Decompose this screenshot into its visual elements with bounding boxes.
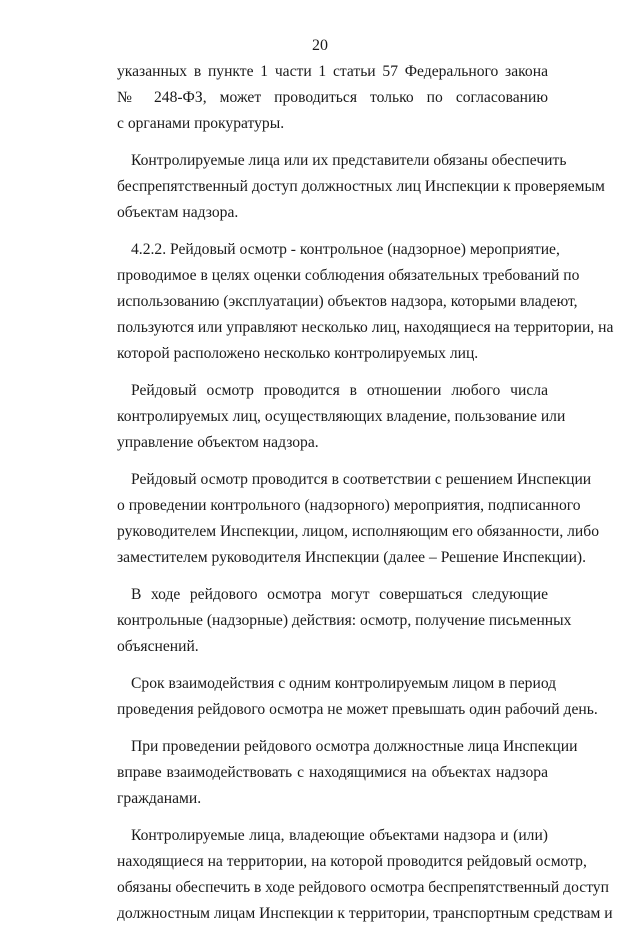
text-line: указанных в пункте 1 части 1 статьи 57 Федерального закона [117, 63, 548, 80]
paragraph [117, 823, 613, 927]
text-line: управление объектом надзора. [117, 434, 319, 451]
paragraph [117, 148, 605, 226]
text-line: заместителем руководителя Инспекции (далее – Решение Инспекции). [117, 549, 587, 566]
text-line: Рейдовый осмотр проводится в отношении любого числа [131, 382, 548, 399]
text-line: должностным лицам Инспекции к территории, транспортным средствам и [117, 905, 613, 922]
page-number: 20 [312, 37, 328, 54]
text-line: Срок взаимодействия с одним контролируемым лицом в период [131, 675, 557, 692]
text-line: пользуются или управляют несколько лиц, находящиеся на территории, на [117, 319, 614, 336]
text-line: которой расположено несколько контролируемых лиц. [117, 345, 479, 362]
text-line: беспрепятственный доступ должностных лиц Инспекции к проверяемым [117, 178, 605, 195]
text-line: объяснений. [117, 638, 199, 655]
paragraph [117, 237, 614, 367]
text-line: находящиеся на территории, на которой проводится рейдовый осмотр, [117, 853, 587, 870]
paragraph [117, 467, 599, 571]
text-line: Контролируемые лица или их представители обязаны обеспечить [131, 152, 567, 169]
text-line: использованию (эксплуатации) объектов надзора, которыми владеют, [117, 293, 578, 310]
paragraph [117, 378, 566, 456]
text-line: 4.2.2. Рейдовый осмотр - контрольное (надзорное) мероприятие, [131, 241, 560, 258]
text-line: руководителем Инспекции, лицом, исполняющим его обязанности, либо [117, 523, 599, 540]
text-line: В ходе рейдового осмотра могут совершаться следующие [131, 586, 548, 603]
paragraph [117, 59, 548, 137]
paragraph [117, 734, 578, 812]
text-line: объектам надзора. [117, 204, 239, 221]
text-line: о проведении контрольного (надзорного) мероприятия, подписанного [117, 497, 581, 514]
paragraph [117, 582, 572, 660]
text-line: гражданами. [117, 790, 202, 807]
text-line: обязаны обеспечить в ходе рейдового осмотра беспрепятственный доступ [117, 879, 609, 896]
text-line: проводимое в целях оценки соблюдения обязательных требований по [117, 267, 580, 284]
text-line: вправе взаимодействовать с находящимися на объектах надзора [117, 764, 548, 781]
paragraph [117, 671, 598, 723]
text-line: проведения рейдового осмотра не может превышать один рабочий день. [117, 701, 598, 718]
text-line: Контролируемые лица, владеющие объектами надзора и (или) [131, 827, 548, 844]
text-line: Рейдовый осмотр проводится в соответствии с решением Инспекции [131, 471, 592, 488]
text-line: № 248-ФЗ, может проводиться только по согласованию [117, 89, 548, 106]
text-line: с органами прокуратуры. [117, 115, 285, 132]
document-body [117, 59, 614, 938]
text-line: контрольные (надзорные) действия: осмотр, получение письменных [117, 612, 572, 629]
text-line: контролируемых лиц, осуществляющих владение, пользование или [117, 408, 566, 425]
text-line: При проведении рейдового осмотра должностные лица Инспекции [131, 738, 578, 755]
